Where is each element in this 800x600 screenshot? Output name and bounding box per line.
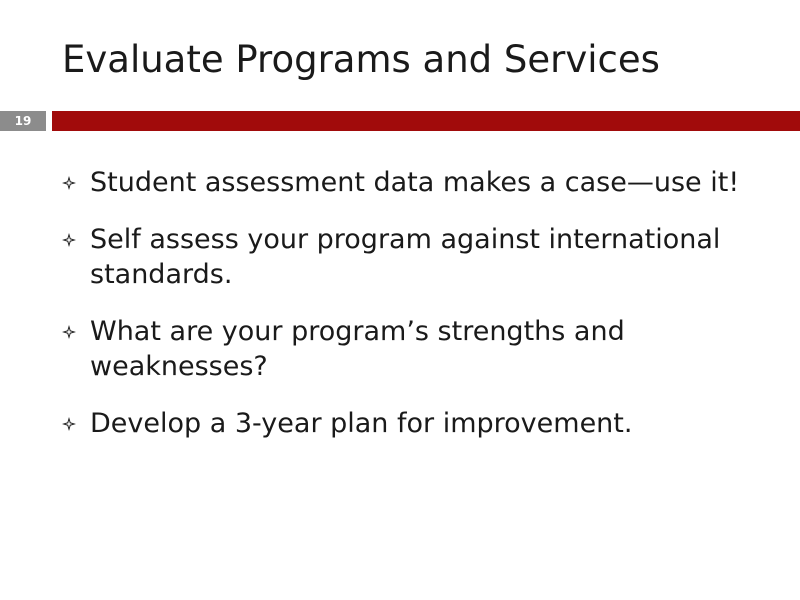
four-point-star-icon bbox=[62, 176, 76, 190]
four-point-star-icon bbox=[62, 417, 76, 431]
bullet-text: Develop a 3-year plan for improvement. bbox=[90, 408, 633, 439]
bullet-list bbox=[62, 165, 772, 463]
bullet-item bbox=[62, 165, 772, 200]
title-accent-bar bbox=[52, 111, 800, 131]
bullet-text: Self assess your program against international standards. bbox=[90, 224, 721, 290]
four-point-star-icon bbox=[62, 325, 76, 339]
bullet-item bbox=[62, 406, 772, 441]
bullet-item bbox=[62, 222, 772, 292]
slide-number-badge: 19 bbox=[0, 111, 46, 131]
slide-title: Evaluate Programs and Services bbox=[62, 38, 660, 81]
bullet-text: Student assessment data makes a case—use it! bbox=[90, 167, 740, 198]
four-point-star-icon bbox=[62, 233, 76, 247]
bullet-item bbox=[62, 314, 772, 384]
bullet-text: What are your program’s strengths and weaknesses? bbox=[90, 316, 625, 382]
